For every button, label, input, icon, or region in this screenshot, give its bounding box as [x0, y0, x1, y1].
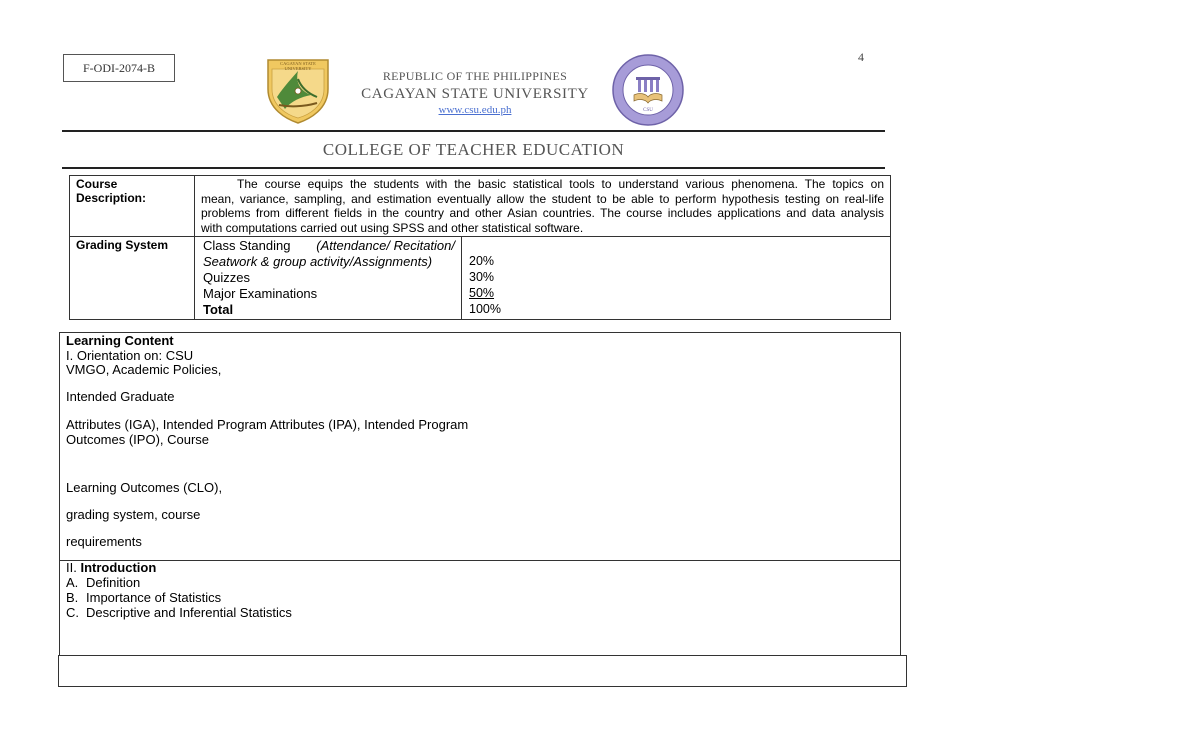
college-title: COLLEGE OF TEACHER EDUCATION — [322, 140, 625, 159]
orientation-line-1: I. Orientation on: CSU — [66, 348, 194, 363]
class-standing-label: Class Standing — [203, 238, 291, 253]
description-line-3: problems from different fields in the country and other Asian countries. The course includes applications and data analysis — [201, 206, 884, 220]
intro-title: Introduction — [80, 560, 157, 575]
course-description-label — [70, 176, 195, 237]
csu-seal-logo — [265, 57, 331, 125]
republic-line: REPUBLIC OF THE PHILIPPINES — [382, 69, 568, 83]
intro-item-b-text: Importance of Statistics — [86, 590, 222, 605]
university-name: CAGAYAN STATE UNIVERSITY — [361, 86, 589, 102]
left-seal-text: CAGAYAN STATE UNIVERSITY — [280, 61, 316, 71]
pct-total: 100% — [469, 302, 501, 316]
description-line-1: The course equips the students with the basic statistical tools to understand various phenomena. The topics on — [237, 177, 884, 191]
header-rule-bottom — [62, 167, 885, 169]
form-code: F-ODI-2074-B — [63, 54, 175, 82]
course-info-table — [69, 175, 891, 320]
intro-item-c-letter: C. — [66, 605, 79, 620]
description-line-2: mean, variance, sampling, and estimation eventually allow the student to be able to perform hypothesis testing on real-life — [201, 191, 884, 206]
cte-seal-logo — [611, 53, 685, 127]
orientation-line-4: Attributes (IGA), Intended Program Attributes (IPA), Intended Program — [66, 417, 469, 432]
intro-item-c-text: Descriptive and Inferential Statistics — [86, 605, 292, 620]
grading-system-label: Grading System — [70, 237, 195, 320]
intro-prefix: II. — [66, 560, 77, 575]
header-rule-top — [62, 130, 885, 132]
class-standing-detail-1: (Attendance/ Recitation/ — [316, 238, 455, 253]
intro-item-b-letter: B. — [66, 590, 79, 605]
orientation-line-6: Learning Outcomes (CLO), — [66, 480, 223, 495]
right-seal-sub: CSU — [643, 108, 653, 113]
intro-item-a-letter: A. — [66, 575, 79, 590]
intro-item-c — [66, 606, 292, 621]
intro-item-b — [66, 591, 221, 606]
quizzes-label: Quizzes — [203, 270, 250, 285]
orientation-line-8: requirements — [66, 534, 142, 549]
intro-item-a-text: Definition — [86, 575, 141, 590]
orientation-line-2: VMGO, Academic Policies, — [66, 362, 222, 377]
course-description-row — [70, 176, 891, 237]
introduction-heading — [66, 561, 156, 576]
page-number: 4 — [858, 50, 864, 64]
learning-content-heading: Learning Content — [66, 333, 174, 348]
course-label-line-1: Course — [76, 177, 118, 191]
pct-quizzes: 30% — [469, 270, 495, 284]
orientation-line-5: Outcomes (IPO), Course — [66, 432, 210, 447]
total-label: Total — [203, 302, 234, 317]
grading-percentages — [462, 237, 891, 320]
introduction-box — [59, 559, 901, 656]
empty-row-box — [58, 655, 907, 687]
grading-system-row — [70, 237, 891, 320]
grading-components — [195, 237, 462, 320]
major-exams-label: Major Examinations — [203, 286, 318, 301]
course-label-line-2: Description: — [76, 191, 147, 205]
class-standing-detail-2: Seatwork & group activity/Assignments) — [203, 254, 433, 269]
pct-class-standing: 20% — [469, 254, 495, 268]
description-line-4: with computations carried out using SPSS and other statistical software. — [201, 220, 584, 235]
orientation-line-7: grading system, course — [66, 507, 201, 522]
intro-item-a — [66, 576, 140, 591]
orientation-line-3: Intended Graduate — [66, 389, 175, 404]
course-description-text — [195, 176, 891, 237]
pct-major-exams: 50% — [469, 286, 495, 300]
website-link[interactable]: www.csu.edu.ph — [438, 104, 512, 116]
learning-content-box — [59, 332, 901, 561]
